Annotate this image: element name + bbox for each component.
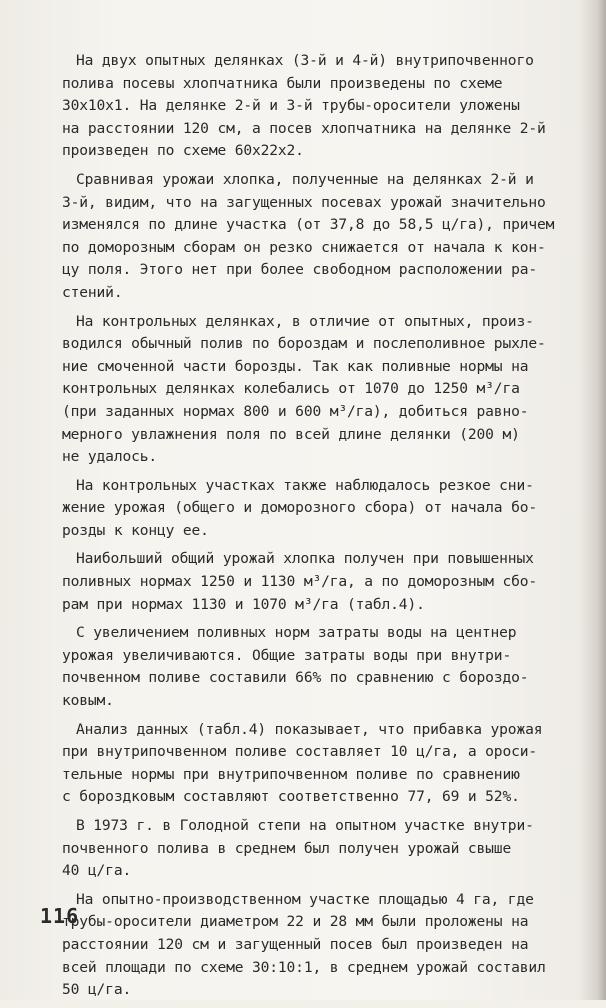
text-line: Сравнивая урожаи хлопка, полученные на делянках 2-й и — [76, 170, 534, 188]
text-line: контрольных делянках колебались от 1070 до 1250 м³/га — [62, 380, 520, 398]
text-line: полива посевы хлопчатника были произведены по схеме — [62, 74, 503, 92]
text-line: почвенного полива в среднем был получен урожай свыше — [62, 839, 512, 857]
text-line: ковым. — [62, 692, 114, 710]
paragraph-6 — [62, 622, 582, 712]
paragraph-5 — [62, 548, 582, 616]
text-line: 50 ц/га. — [62, 981, 132, 999]
text-line: цу поля. Этого нет при более свободном расположении ра- — [62, 261, 537, 279]
text-line: (при заданных нормах 800 и 600 м³/га), добиться равно- — [62, 402, 529, 420]
text-line: жение урожая (общего и доморозного сбора) от начала бо- — [62, 499, 537, 517]
text-line: мерного увлажнения поля по всей длине делянки (200 м) — [62, 425, 520, 443]
text-line: В 1973 г. в Голодной степи на опытном участке внутри- — [76, 817, 534, 834]
text-line: На контрольных участках также наблюдалось резкое сни- — [76, 476, 534, 494]
text-line: расстоянии 120 см и загущенный посев был произведен на — [62, 935, 529, 953]
text-line: водился обычный полив по бороздам и послеполивное рыхле- — [62, 335, 546, 353]
paragraph-4 — [62, 475, 582, 543]
text-line: по доморозным сборам он резко снижается от начала к кон- — [62, 238, 546, 256]
text-line: Анализ данных (табл.4) показывает, что прибавка урожая — [76, 720, 543, 738]
text-line: тельные нормы при внутрипочвенном поливе по сравнению — [62, 765, 520, 783]
text-line: при внутрипочвенном поливе составляет 10 ц/га, а ороси- — [62, 743, 537, 761]
text-line: рам при нормах 1130 и 1070 м³/га (табл.4). — [62, 595, 425, 613]
text-line: почвенном поливе составили 66% по сравнению с бороздо- — [62, 669, 529, 687]
text-line: стений. — [62, 283, 123, 301]
text-line: всей площади по схеме 30:10:1, в среднем урожай составил — [62, 958, 546, 976]
text-line: На двух опытных делянках (3-й и 4-й) внутрипочвенного — [76, 52, 534, 69]
paragraph-1 — [62, 50, 582, 163]
text-line: поливных нормах 1250 и 1130 м³/га, а по доморозным сбо- — [62, 573, 537, 591]
text-line: урожая увеличиваются. Общие затраты воды при внутри- — [62, 646, 512, 664]
text-line: на расстоянии 120 см, а посев хлопчатника на делянке 2-й — [62, 119, 546, 137]
paragraph-2 — [62, 169, 582, 305]
paragraph-9 — [62, 889, 582, 1002]
text-line: изменялся по длине участка (от 37,8 до 58,5 ц/га), причем — [62, 216, 555, 234]
text-line: 3-й, видим, что на загущенных посевах урожай значительно — [62, 193, 546, 211]
text-line: На контрольных делянках, в отличие от опытных, произ- — [76, 312, 534, 330]
paragraph-3 — [62, 311, 582, 469]
text-line: 40 ц/га. — [62, 862, 132, 880]
text-line: с бороздковым составляют соответственно 77, 69 и 52%. — [62, 788, 520, 806]
text-line: произведен по схеме 60х22х2. — [62, 142, 304, 160]
text-line: 30х10х1. На делянке 2-й и 3-й трубы-оросители уложены — [62, 97, 520, 115]
text-line: не удалось. — [62, 448, 157, 466]
paragraph-8 — [62, 815, 582, 883]
text-line: На опытно-производственном участке площадью 4 га, где — [76, 890, 534, 908]
paragraph-7 — [62, 719, 582, 809]
page-edge-shadow — [578, 0, 606, 1000]
text-line: С увеличением поливных норм затраты воды на центнер — [76, 624, 517, 642]
text-line: розды к концу ее. — [62, 521, 209, 539]
page-number: 116 — [40, 904, 80, 928]
text-line: трубы-оросители диаметром 22 и 28 мм были проложены на — [62, 913, 529, 931]
text-line: Наибольший общий урожай хлопка получен при повышенных — [76, 550, 534, 568]
body-text — [62, 50, 582, 1008]
text-line: ние смоченной части борозды. Так как поливные нормы на — [62, 357, 529, 375]
